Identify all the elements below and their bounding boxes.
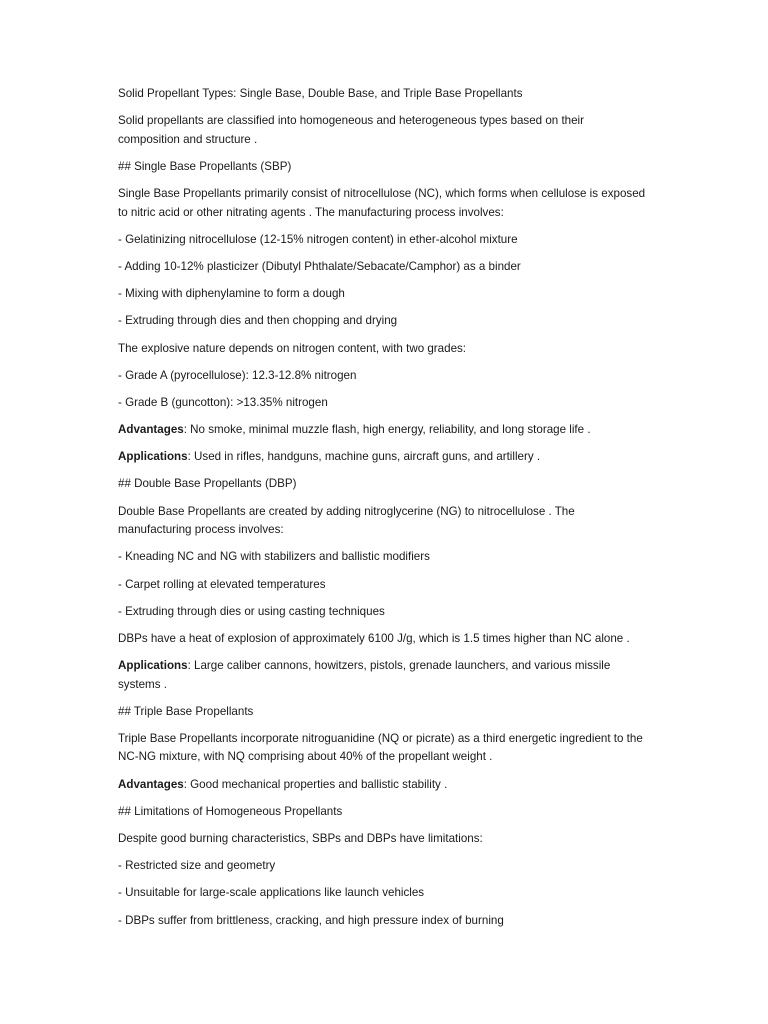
dbp-step: - Extruding through dies or using casting techniques <box>118 604 385 618</box>
limitations-heading: ## Limitations of Homogeneous Propellants <box>118 804 343 818</box>
advantages-label: Advantages <box>118 777 184 791</box>
advantages-label: Advantages <box>118 423 184 437</box>
sbp-advantages <box>118 421 646 440</box>
limitation-item: - Unsuitable for large-scale applications like launch vehicles <box>118 886 425 900</box>
sbp-step: - Adding 10-12% plasticizer (Dibutyl Phthalate/Sebacate/Camphor) as a binder <box>118 259 521 273</box>
sbp-applications <box>118 448 646 467</box>
document-title: Solid Propellant Types: Single Base, Double Base, and Triple Base Propellants <box>118 87 523 100</box>
dbp-description: Double Base Propellants are created by adding nitroglycerine (NG) to nitrocellulose . The manufacturing process involves: <box>118 504 575 537</box>
sbp-grade: - Grade B (guncotton): >13.35% nitrogen <box>118 395 328 409</box>
sbp-step: - Extruding through dies and then chopping and drying <box>118 314 398 328</box>
sbp-heading: ## Single Base Propellants (SBP) <box>118 159 292 173</box>
sbp-grades-intro: The explosive nature depends on nitrogen content, with two grades: <box>118 341 467 355</box>
dbp-applications <box>118 657 646 694</box>
dbp-heat-note: DBPs have a heat of explosion of approximately 6100 J/g, which is 1.5 times higher than NC alone . <box>118 631 630 645</box>
dbp-step: - Carpet rolling at elevated temperatures <box>118 577 326 591</box>
applications-label: Applications <box>118 450 188 464</box>
sbp-step: - Mixing with diphenylamine to form a dough <box>118 287 345 301</box>
limitation-item: - DBPs suffer from brittleness, cracking, and high pressure index of burning <box>118 913 504 927</box>
sbp-grade: - Grade A (pyrocellulose): 12.3-12.8% nitrogen <box>118 368 357 382</box>
intro-paragraph: Solid propellants are classified into homogeneous and heterogeneous types based on their composition and structure . <box>118 114 584 146</box>
advantages-text: : No smoke, minimal muzzle flash, high energy, reliability, and long storage life . <box>183 423 591 437</box>
tbp-description: Triple Base Propellants incorporate nitroguanidine (NQ or picrate) as a third energetic ingredient to the NC-NG mixture, with NQ comprising about 40% of the propellant weight . <box>118 731 643 764</box>
applications-text: : Used in rifles, handguns, machine guns, aircraft guns, and artillery . <box>187 450 541 464</box>
applications-label: Applications <box>118 659 188 673</box>
advantages-text: : Good mechanical properties and ballistic stability . <box>183 777 448 791</box>
tbp-advantages <box>118 776 646 795</box>
document-body <box>118 85 646 939</box>
tbp-heading: ## Triple Base Propellants <box>118 704 254 718</box>
limitations-intro: Despite good burning characteristics, SBPs and DBPs have limitations: <box>118 832 483 845</box>
applications-text: : Large caliber cannons, howitzers, pistols, grenade launchers, and various missile systems . <box>118 659 611 691</box>
limitation-item: - Restricted size and geometry <box>118 859 276 873</box>
dbp-heading: ## Double Base Propellants (DBP) <box>118 477 297 491</box>
sbp-description: Single Base Propellants primarily consist of nitrocellulose (NC), which forms when cellulose is exposed to nitric acid or other nitrating agents . The manufacturing process involves: <box>118 187 646 219</box>
sbp-step: - Gelatinizing nitrocellulose (12-15% nitrogen content) in ether-alcohol mixture <box>118 232 518 246</box>
dbp-step: - Kneading NC and NG with stabilizers and ballistic modifiers <box>118 550 430 564</box>
